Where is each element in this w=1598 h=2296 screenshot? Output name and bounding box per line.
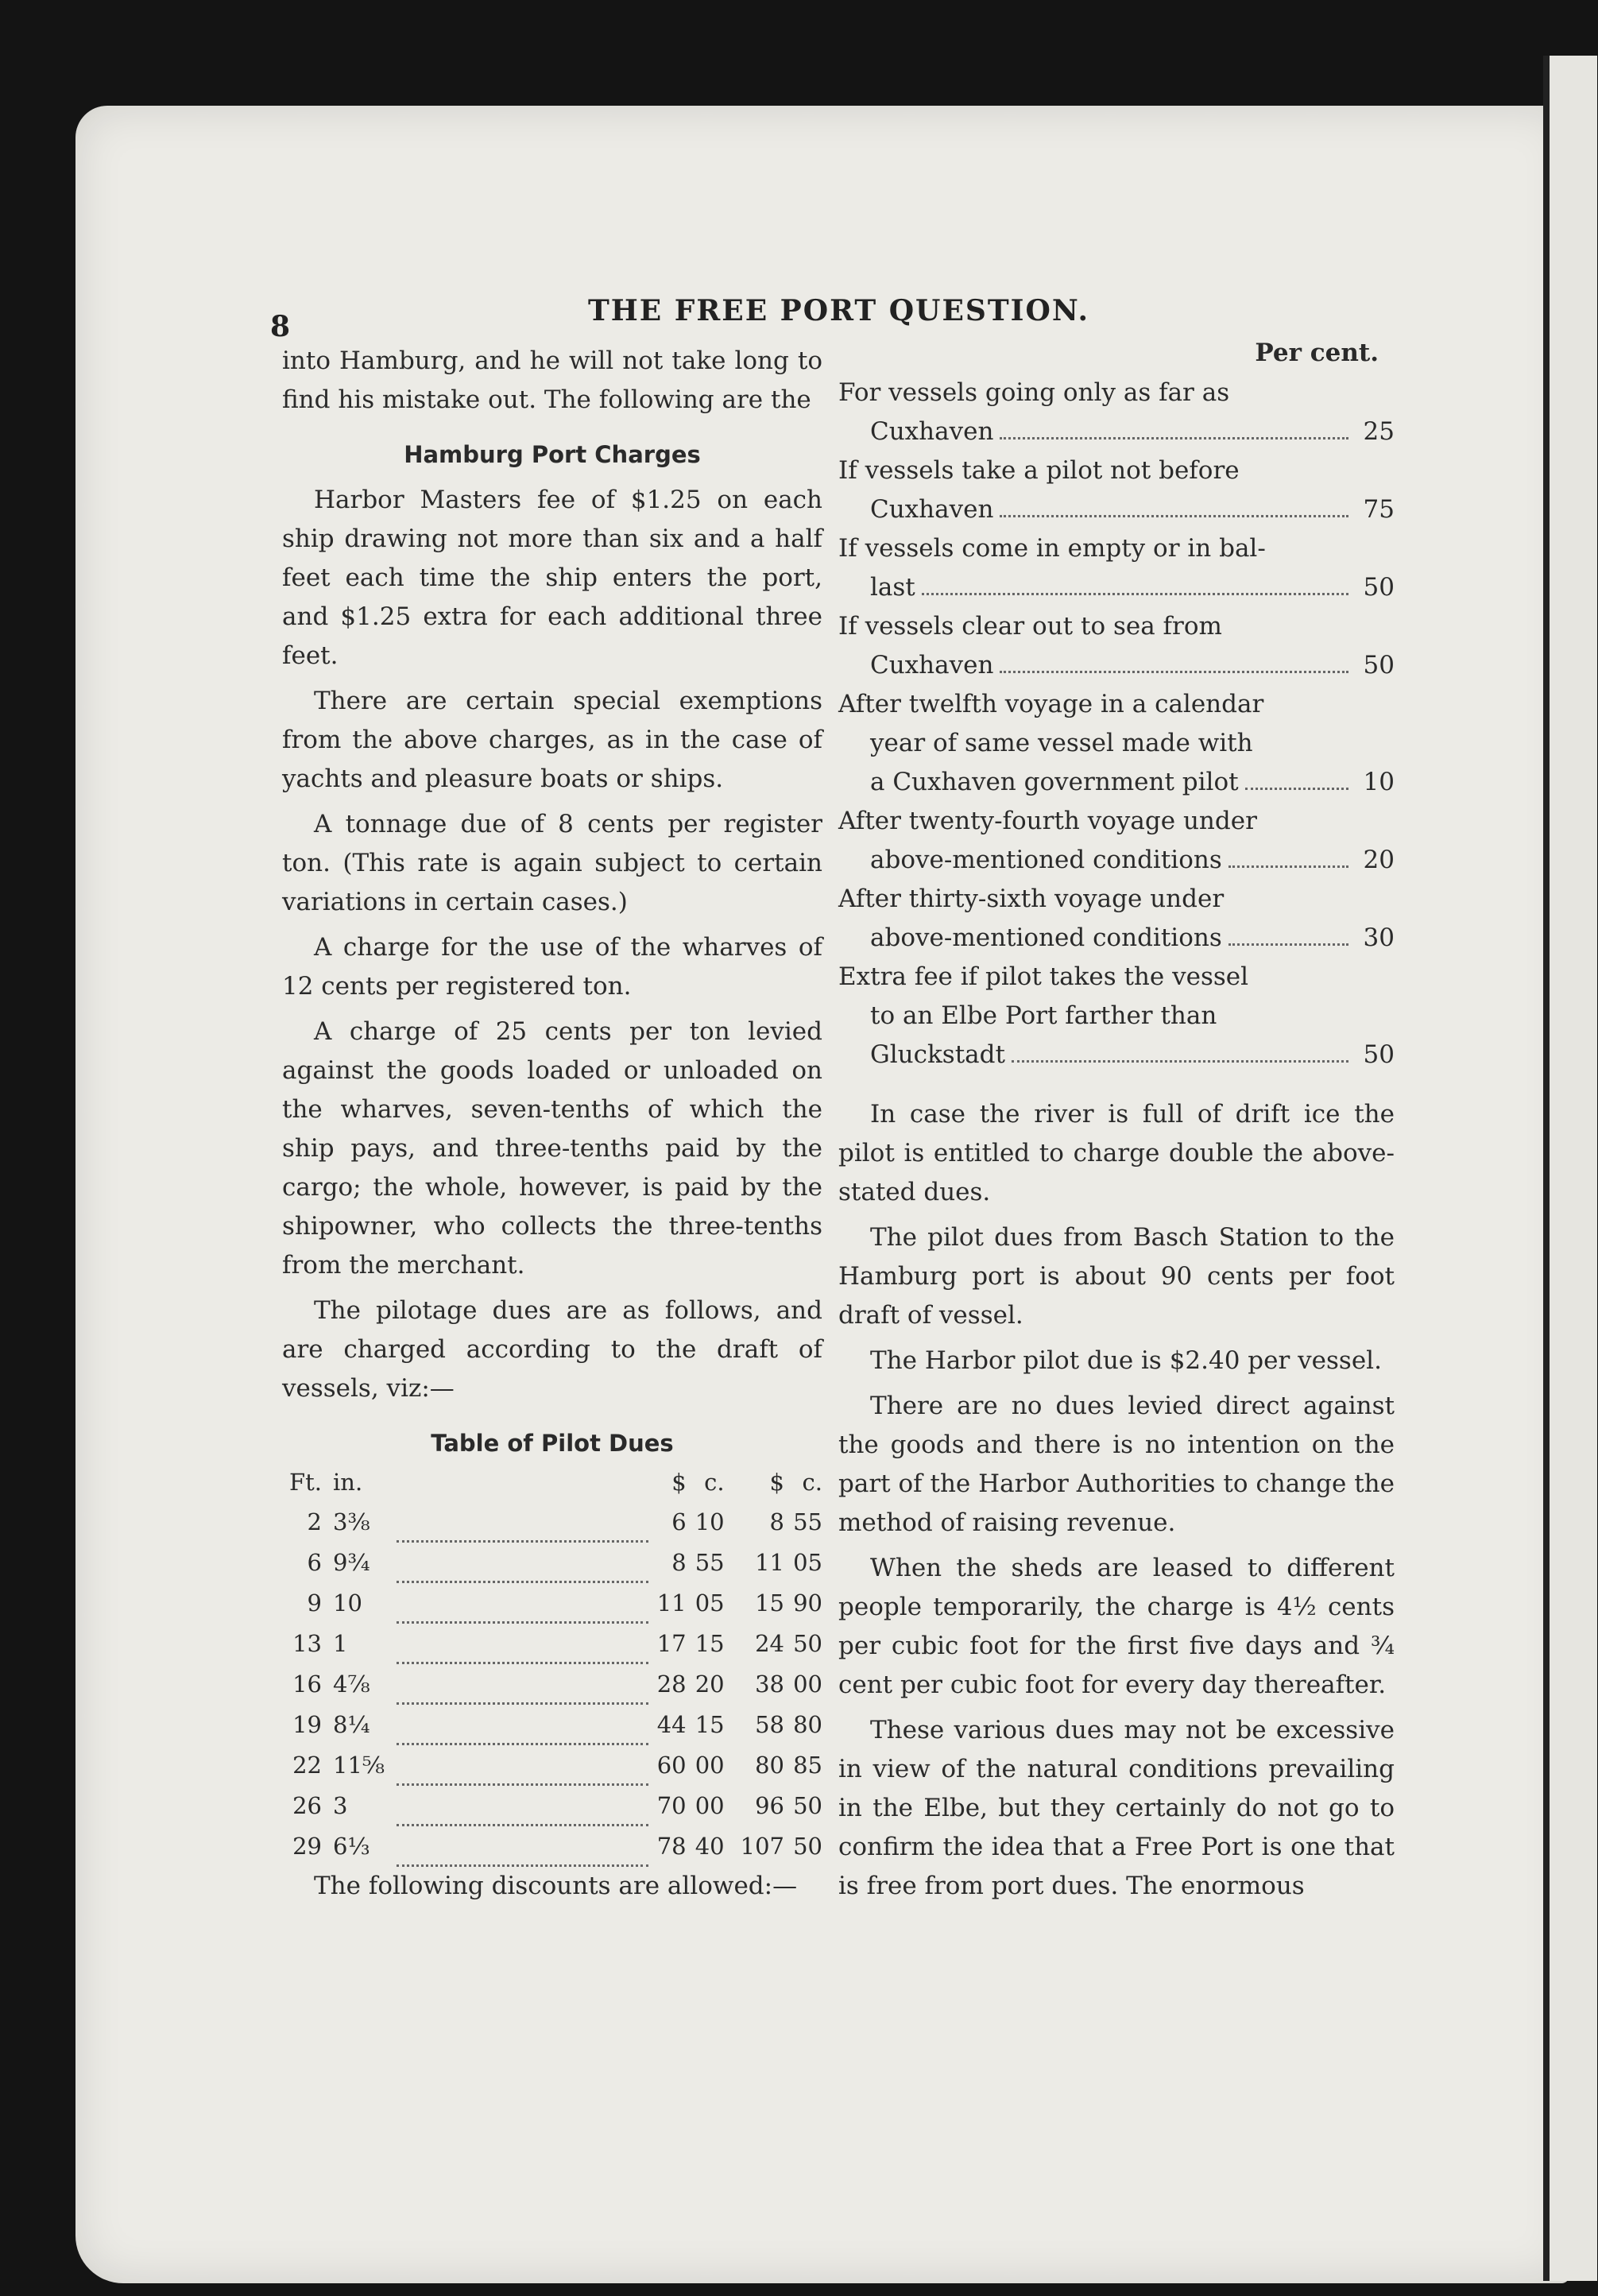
cell-cents-1: 00 [695, 1751, 725, 1779]
cell-ft: 9 [307, 1589, 322, 1616]
cell-dollars-2: 24 [755, 1629, 784, 1657]
cell-in: 1 [333, 1629, 348, 1657]
cell-cents-1: 15 [695, 1629, 725, 1657]
header-cents-1: c. [704, 1469, 725, 1496]
cell-gap [725, 1663, 741, 1704]
discount-last-line [838, 841, 1395, 880]
dot-leader [1245, 788, 1348, 790]
right-paragraphs [838, 1095, 1395, 1906]
dot-leader [1000, 437, 1348, 439]
header-dollars-2: $ [769, 1469, 784, 1496]
cell-cents-1: 55 [695, 1548, 725, 1576]
discount-entry [838, 802, 1395, 880]
cell-dollars-1: 28 [656, 1670, 687, 1698]
discount-text: After thirty-sixth voyage under [838, 885, 1225, 913]
dot-leader [922, 593, 1348, 595]
cell-dollars-2: 15 [755, 1589, 784, 1616]
discount-text-end: Cuxhaven [870, 417, 994, 446]
cell-ft: 2 [307, 1508, 322, 1535]
cell-cents-2: 80 [793, 1710, 822, 1738]
discount-text: If vessels clear out to sea from [838, 612, 1222, 641]
dot-leader [397, 1744, 648, 1785]
cell-dollars-2: 38 [755, 1670, 784, 1698]
discount-percent: 50 [1363, 1040, 1395, 1069]
discount-last-line [838, 646, 1395, 685]
dot-leader [1012, 1060, 1348, 1063]
cell-cents-2: 00 [793, 1670, 822, 1698]
cell-in: 4⅞ [333, 1670, 370, 1698]
table-row [282, 1502, 822, 1542]
table-row [282, 1785, 822, 1826]
discount-entry [838, 880, 1395, 958]
discount-text: For vessels going only as far as [838, 378, 1230, 407]
cell-in: 6⅓ [333, 1832, 370, 1860]
header-ft: Ft. [289, 1469, 322, 1496]
discount-text-end: above-mentioned conditions [870, 923, 1222, 952]
cell-ft: 16 [292, 1670, 322, 1698]
discount-percent: 75 [1363, 495, 1395, 524]
pilot-dues-table [282, 1463, 822, 1867]
cell-dollars-2: 58 [755, 1710, 784, 1738]
cell-gap [725, 1502, 741, 1542]
cell-ft: 26 [292, 1791, 322, 1819]
table-row [282, 1542, 822, 1582]
cell-dollars-1: 6 [671, 1508, 687, 1535]
discount-last-line [838, 568, 1395, 607]
table-row [282, 1744, 822, 1785]
cell-gap [725, 1542, 741, 1582]
cell-gap [725, 1744, 741, 1785]
paragraph: A charge of 25 cents per ton levied against the goods loaded or unloaded on the wharves, seven-tenths of which the ship pays, and three-tenths paid by the cargo; the whole, however, is paid by the shipowner, who collects the three-tenths from the merchant. [282, 1017, 822, 1280]
cell-in: 9¾ [333, 1548, 370, 1576]
discount-percent: 20 [1363, 846, 1395, 874]
dot-leader [397, 1704, 648, 1744]
discount-text: If vessels come in empty or in bal- [838, 534, 1266, 563]
discount-last-line [838, 763, 1395, 802]
dot-leader [397, 1663, 648, 1704]
cell-in: 8¼ [333, 1710, 370, 1738]
discount-text-end: Cuxhaven [870, 495, 994, 524]
table-row [282, 1582, 822, 1623]
cell-cents-1: 20 [695, 1670, 725, 1698]
discount-entry [838, 529, 1395, 607]
cell-ft: 6 [307, 1548, 322, 1576]
paragraph: These various dues may not be excessive in view of the natural conditions prevailing in the Elbe, but they certainly do not go to confirm the idea that a Free Port is one that is free from port dues. The enormous [838, 1716, 1395, 1900]
discount-text: After twelfth voyage in a calendar [838, 690, 1264, 718]
header-in: in. [333, 1469, 363, 1496]
cell-in: 3 [333, 1791, 348, 1819]
discount-text: Extra fee if pilot takes the vessel [838, 962, 1249, 991]
cell-cents-1: 15 [695, 1710, 725, 1738]
cell-gap [725, 1826, 741, 1866]
cell-gap [725, 1704, 741, 1744]
header-dollars-1: $ [671, 1469, 687, 1496]
dot-leader [397, 1826, 648, 1866]
discount-entry [838, 685, 1395, 802]
cell-cents-1: 00 [695, 1791, 725, 1819]
discount-entry [838, 958, 1395, 1074]
table-row [282, 1663, 822, 1704]
cell-cents-1: 40 [695, 1832, 725, 1860]
discount-last-line [838, 412, 1395, 451]
discount-last-line [838, 919, 1395, 958]
cell-dollars-1: 17 [656, 1629, 687, 1657]
discount-text-end: Cuxhaven [870, 651, 994, 680]
cell-dollars-1: 70 [656, 1791, 687, 1819]
dot-leader [397, 1785, 648, 1826]
discount-entry [838, 451, 1395, 529]
cell-ft: 22 [292, 1751, 322, 1779]
dot-leader [397, 1623, 648, 1663]
discount-last-line [838, 490, 1395, 529]
header-cents-2: c. [802, 1469, 822, 1496]
page-number: 8 [270, 310, 291, 343]
discount-percent: 50 [1363, 573, 1395, 602]
cell-cents-2: 50 [793, 1629, 822, 1657]
table-title: Table of Pilot Dues [431, 1430, 674, 1457]
running-title: THE FREE PORT QUESTION. [588, 294, 1090, 327]
left-column [282, 342, 822, 1912]
cell-cents-2: 55 [793, 1508, 822, 1535]
paragraph: Harbor Masters fee of $1.25 on each ship drawing not more than six and a half feet each time the ship enters the port, and $1.25 extra for each additional three feet. [282, 486, 822, 670]
percent-header: Per cent. [1255, 339, 1379, 367]
paragraph: A charge for the use of the wharves of 12 cents per registered ton. [282, 933, 822, 1001]
table-row [282, 1704, 822, 1744]
dot-leader [1000, 515, 1348, 517]
cell-dollars-1: 78 [656, 1832, 687, 1860]
discount-entry [838, 607, 1395, 685]
discount-percent: 50 [1363, 651, 1395, 680]
paragraph: There are no dues levied direct against the goods and there is no intention on the part of the Harbor Authorities to change the method of raising revenue. [838, 1392, 1395, 1537]
cell-gap [725, 1623, 741, 1663]
header-spacer [397, 1463, 648, 1502]
discount-text-continued: to an Elbe Port farther than [870, 1001, 1217, 1030]
cell-dollars-1: 44 [656, 1710, 687, 1738]
discount-list [838, 374, 1395, 1074]
dot-leader [1000, 671, 1348, 673]
discount-text-continued: year of same vessel made with [870, 729, 1253, 757]
section-heading: Hamburg Port Charges [404, 441, 701, 468]
cell-in: 3⅜ [333, 1508, 370, 1535]
dot-leader [397, 1582, 648, 1623]
dot-leader [1228, 943, 1348, 946]
paragraph: When the sheds are leased to different people temporarily, the charge is 4½ cents per cubic foot for the first five days and ¾ cent per cubic foot for every day thereafter. [838, 1554, 1395, 1699]
paragraph: In case the river is full of drift ice the pilot is entitled to charge double the above-stated dues. [838, 1100, 1395, 1206]
paragraph: The Harbor pilot due is $2.40 per vessel. [870, 1346, 1382, 1375]
discount-entry [838, 374, 1395, 451]
cell-dollars-2: 11 [755, 1548, 784, 1576]
cell-ft: 13 [292, 1629, 322, 1657]
cell-ft: 29 [292, 1832, 322, 1860]
cell-dollars-1: 11 [656, 1589, 687, 1616]
cell-cents-2: 90 [793, 1589, 822, 1616]
cell-cents-1: 10 [695, 1508, 725, 1535]
cell-dollars-2: 107 [740, 1832, 784, 1860]
intro-paragraph: into Hamburg, and he will not take long to find his mistake out. The following are the [282, 347, 822, 414]
closing-paragraph: The following discounts are allowed:— [314, 1872, 798, 1900]
discount-last-line [838, 1036, 1395, 1074]
cell-dollars-2: 96 [755, 1791, 784, 1819]
paragraph: The pilotage dues are as follows, and are charged according to the draft of vessels, viz:— [282, 1296, 822, 1403]
dot-leader [397, 1502, 648, 1542]
discount-text-end: above-mentioned conditions [870, 846, 1222, 874]
table-row [282, 1623, 822, 1663]
running-head [270, 294, 1312, 343]
discount-percent: 25 [1363, 417, 1395, 446]
paragraph: The pilot dues from Basch Station to the Hamburg port is about 90 cents per foot draft of vessel. [838, 1223, 1395, 1330]
table-header-row [282, 1463, 822, 1502]
cell-cents-1: 05 [695, 1589, 725, 1616]
cell-in: 11⅝ [333, 1751, 385, 1779]
table-row [282, 1826, 822, 1866]
next-page-edge [1543, 56, 1597, 2281]
cell-dollars-1: 60 [656, 1751, 687, 1779]
cell-cents-2: 05 [793, 1548, 822, 1576]
cell-ft: 19 [292, 1710, 322, 1738]
cell-cents-2: 50 [793, 1791, 822, 1819]
cell-gap [725, 1785, 741, 1826]
discount-percent: 10 [1363, 768, 1395, 796]
paragraph: There are certain special exemptions from the above charges, as in the case of yachts and pleasure boats or ships. [282, 687, 822, 793]
cell-gap [725, 1582, 741, 1623]
cell-cents-2: 85 [793, 1751, 822, 1779]
discount-text: After twenty-fourth voyage under [838, 807, 1257, 835]
cell-dollars-2: 80 [755, 1751, 784, 1779]
discount-percent: 30 [1363, 923, 1395, 952]
right-column [838, 334, 1395, 1912]
discount-text: If vessels take a pilot not before [838, 456, 1240, 485]
dot-leader [397, 1542, 648, 1582]
cell-dollars-2: 8 [769, 1508, 784, 1535]
dot-leader [1228, 865, 1348, 868]
paragraph: A tonnage due of 8 cents per register ton. (This rate is again subject to certain variations in certain cases.) [282, 810, 822, 916]
discount-text-end: a Cuxhaven government pilot [870, 768, 1239, 796]
discount-text-end: last [870, 573, 915, 602]
cell-cents-2: 50 [793, 1832, 822, 1860]
cell-dollars-1: 8 [671, 1548, 687, 1576]
discount-text-end: Gluckstadt [870, 1040, 1005, 1069]
cell-in: 10 [333, 1589, 362, 1616]
